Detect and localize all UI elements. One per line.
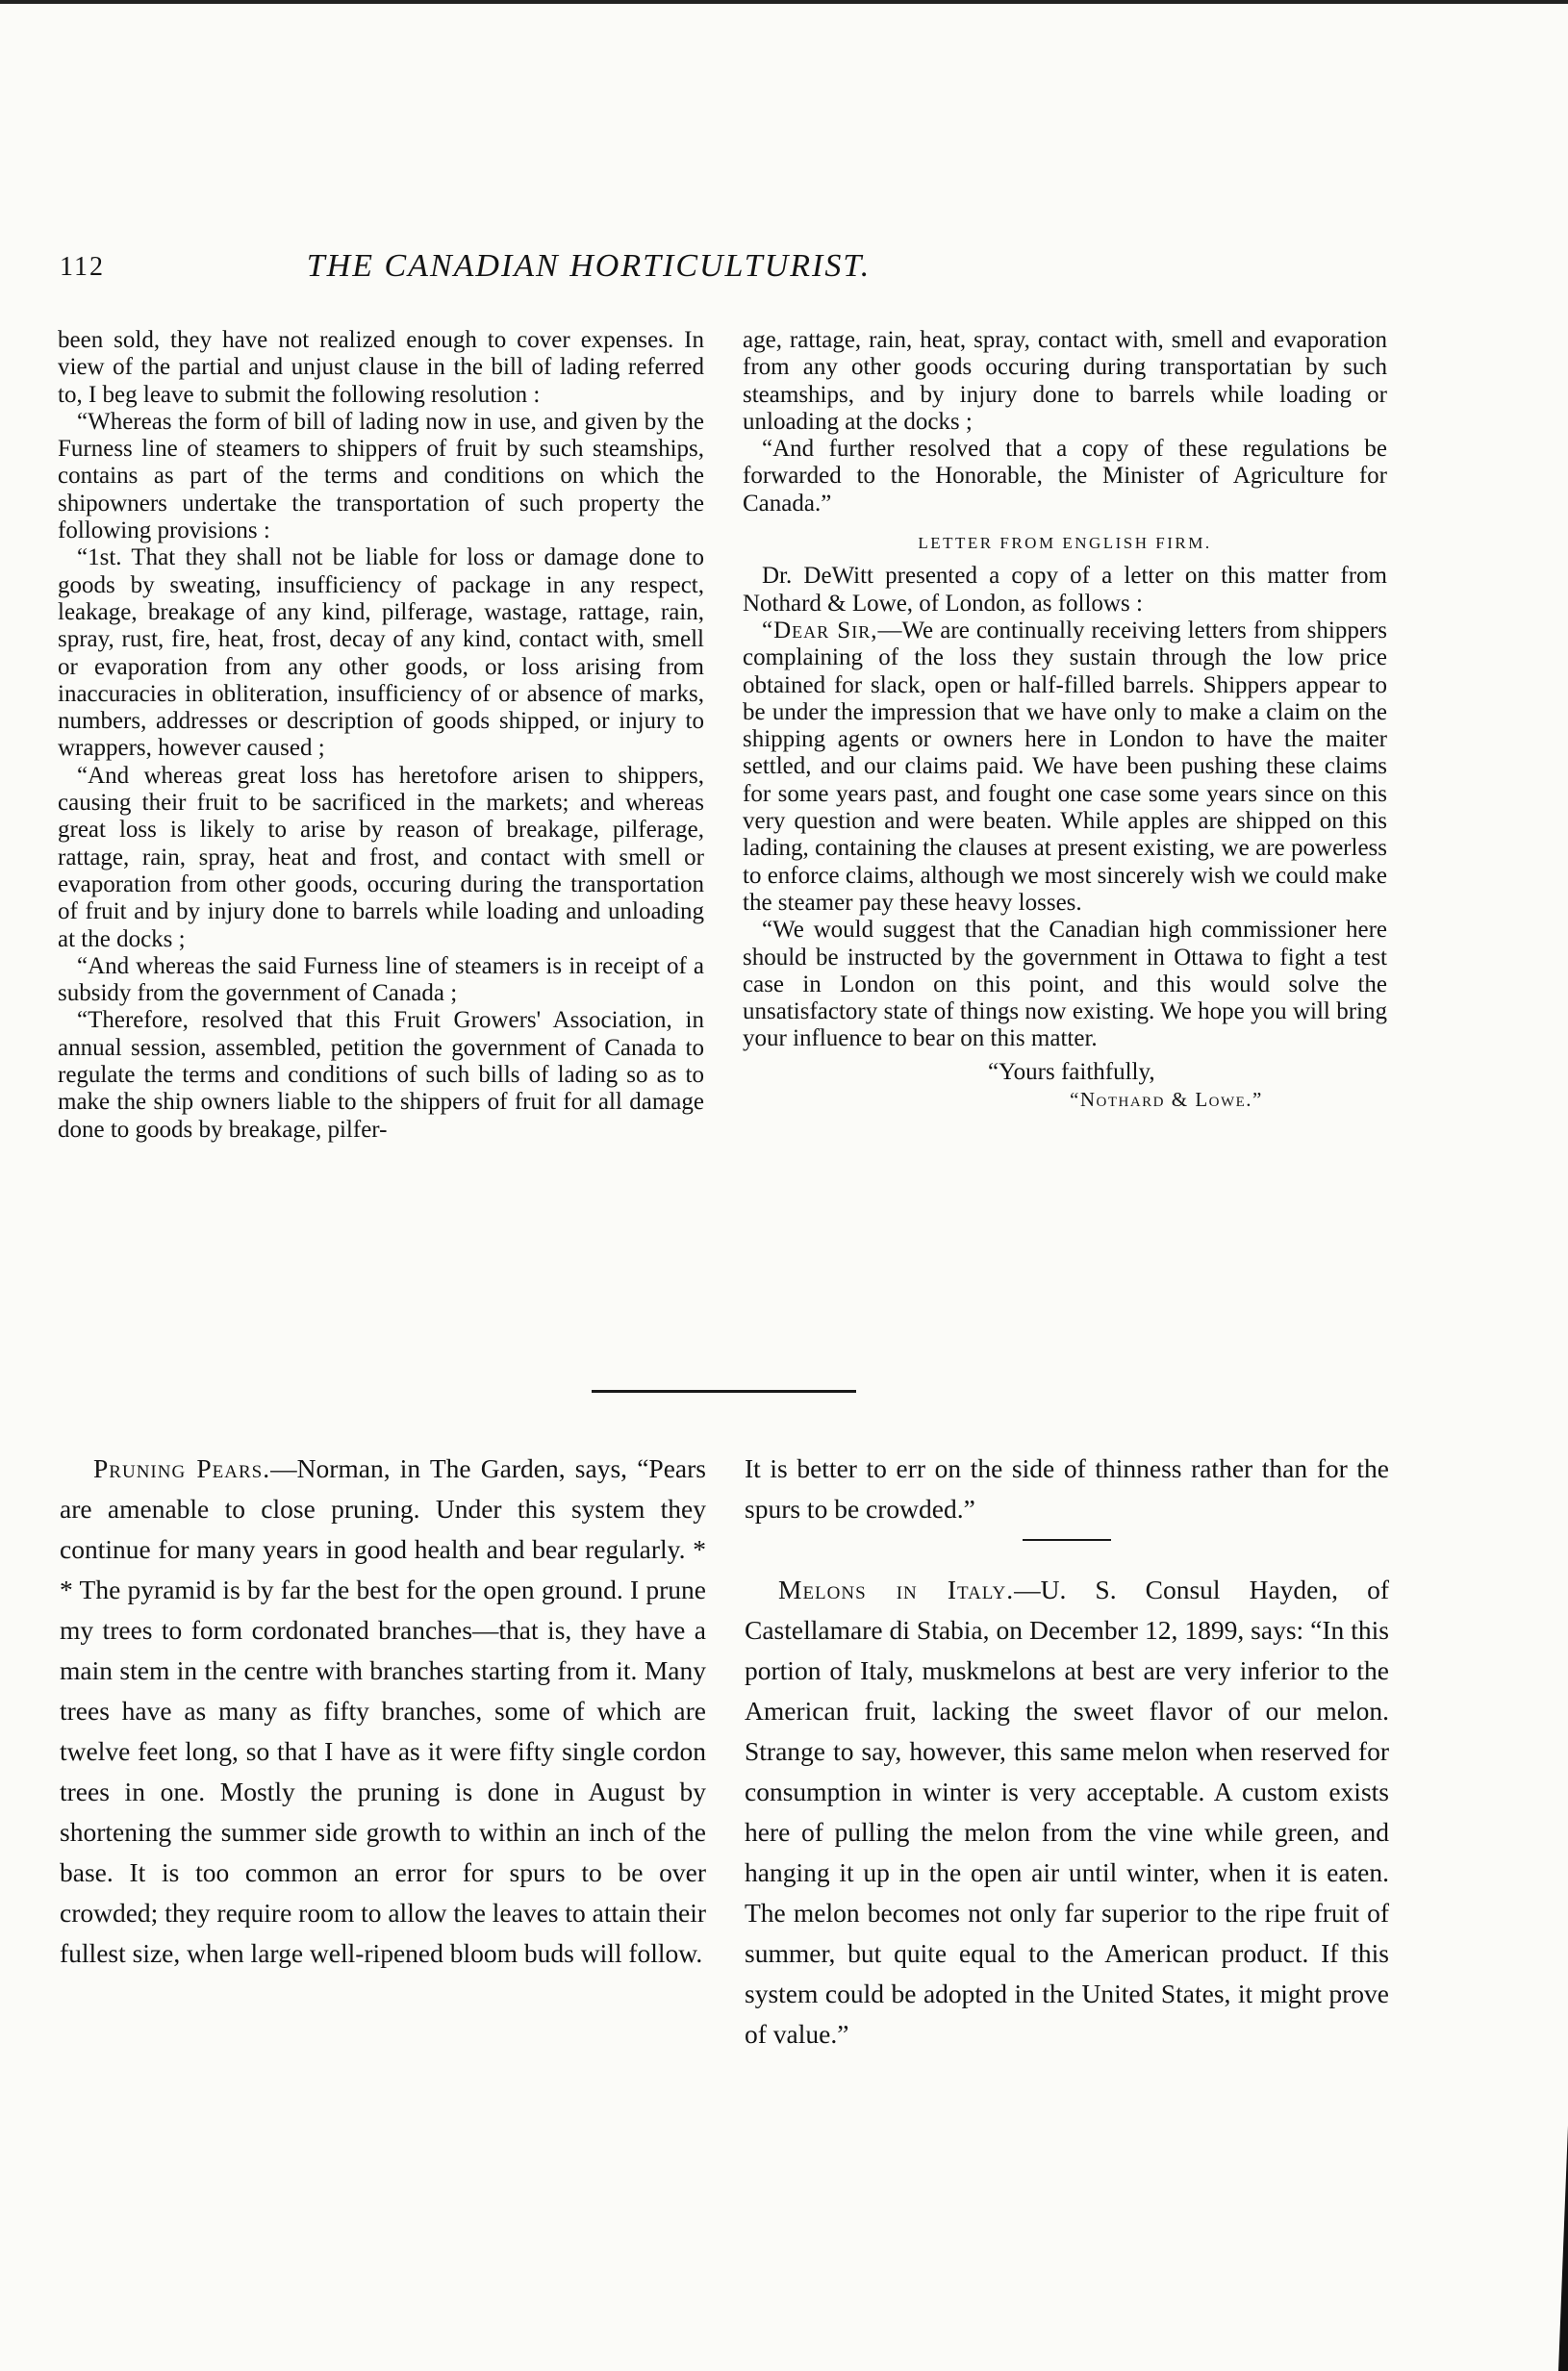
lower-left-column: [60, 1449, 706, 1974]
article-text: —Norman, in The Garden, says, “Pears are amenable to close pruning. Under this system they continue for many years in good health and bear regularly. * * The pyramid is by far the best for the open ground. I prune my trees to form cordonated branches—that is, they have a main stem in the centre with branches starting from it. Many trees have as many as fifty branches, some of which are twelve feet long, so that I have as it were fifty single cordon trees in one. Mostly the pruning is done in August by shortening the summer side growth to within an inch of the base. It is too common an error for spurs to be over crowded; they require room to allow the leaves to attain their fullest size, when large well-ripened bloom buds will follow.: [60, 1453, 706, 1968]
running-title: THE CANADIAN HORTICULTURIST.: [306, 248, 872, 284]
article-title: Melons in Italy.: [778, 1575, 1015, 1604]
upper-left-column: [58, 327, 704, 1144]
page-number: 112: [60, 252, 105, 282]
page-edge-shadow: [1558, 2126, 1568, 2371]
top-border-line: [0, 0, 1568, 4]
lower-right-column: [745, 1449, 1389, 2055]
upper-right-column: [743, 327, 1387, 1113]
letter-salutation: “Dear Sir,: [762, 617, 878, 643]
letter-signature: “Nothard & Lowe.”: [1070, 1088, 1263, 1112]
letter-text: —We are continually receiving letters from shippers complaining of the loss they sustain through the low price obtained for slack, open or half-filled barrels. Shippers appear to be under the impression that we have only to make a claim on the shipping agents or owners here in London to have the maiter settled, and our claims paid. We have been pushing these claims for some years past, and fought one case some years since on this very question and were beaten. While apples are shipped on this lading, containing the clauses at present existing, we are powerless to enforce claims, although we most sincerely wish we could make the steamer pay these heavy losses.: [743, 617, 1387, 916]
paragraph: “Therefore, resolved that this Fruit Growers' Association, in annual session, assembled, petition the government of Canada to regulate the terms and conditions of such bills of lading so as to make the ship owners liable to the shippers of fruit for all damage done to goods by breakage, pilfer-: [58, 1007, 704, 1143]
section-subheading: LETTER FROM ENGLISH FIRM.: [918, 534, 1212, 553]
article-text: —U. S. Consul Hayden, of Castellamare di Stabia, on December 12, 1899, says: “In this portion of Italy, muskmelons at best are very inferior to the American fruit, lacking the sweet flavor of our melon. Strange to say, however, this same melon when reserved for consumption in winter is very acceptable. A custom exists here of pulling the melon from the vine while green, and hanging it up in the open air until winter, when it is eaten. The melon becomes not only far superior to the ripe fruit of summer, but quite equal to the American product. If this system could be adopted in the United States, it might prove of value.”: [745, 1575, 1389, 2049]
paragraph: “And further resolved that a copy of these regulations be forwarded to the Honorable, the Minister of Agriculture for Canada.”: [743, 436, 1387, 517]
short-divider: [1023, 1539, 1111, 1541]
paragraph: been sold, they have not realized enough to cover expenses. In view of the partial and unjust clause in the bill of lading referred to, I beg leave to submit the following resolution :: [58, 327, 704, 408]
paragraph: “1st. That they shall not be liable for loss or damage done to goods by sweating, insufficiency of package in any respect, leakage, breakage of any kind, pilferage, wastage, rattage, rain, spray, rust, fire, heat, frost, decay of any kind, contact with, smell or evaporation from any other goods, or loss arising from inaccuracies in obliteration, insufficiency of or absence of marks, numbers, addresses or description of goods shipped, or injury to wrappers, however caused ;: [58, 544, 704, 762]
letter-closing: “Yours faithfully,: [988, 1058, 1155, 1085]
letter-paragraph: [743, 618, 1387, 917]
paragraph: “And whereas great loss has heretofore arisen to shippers, causing their fruit to be sacrificed in the markets; and whereas great loss is likely to arise by reason of breakage, pilferage, rattage, rain, spray, heat and frost, and contact with smell or evaporation from other goods, occuring during the transportation of fruit and by injury done to barrels while loading and unloading at the docks ;: [58, 762, 704, 952]
paragraph: age, rattage, rain, heat, spray, contact with, smell and evaporation from any other goods occuring during transportatian by such steamships, and by injury done to barrels while loading or unloading at the docks ;: [743, 327, 1387, 435]
article-melons-in-italy: [745, 1570, 1389, 2055]
paragraph: “Whereas the form of bill of lading now in use, and given by the Furness line of steamers to shippers of fruit by such steamships, contains as part of the terms and conditions on which the shipowners undertake the transportation of such property the following provisions :: [58, 408, 704, 544]
paragraph: Dr. DeWitt presented a copy of a letter on this matter from Nothard & Lowe, of London, as follows :: [743, 563, 1387, 617]
paragraph: “And whereas the said Furness line of steamers is in receipt of a subsidy from the government of Canada ;: [58, 952, 704, 1007]
page-header: [60, 248, 1050, 290]
paragraph: “We would suggest that the Canadian high commissioner here should be instructed by the government in Ottawa to fight a test case in London on this point, and this would solve the unsatisfactory state of things now existing. We hope you will bring your influence to bear on this matter.: [743, 917, 1387, 1052]
section-divider: [592, 1390, 856, 1393]
article-continuation: It is better to err on the side of thinness rather than for the spurs to be crowded.”: [745, 1453, 1389, 1524]
article-pruning-pears: [60, 1449, 706, 1974]
article-title: Pruning Pears.: [93, 1453, 271, 1483]
